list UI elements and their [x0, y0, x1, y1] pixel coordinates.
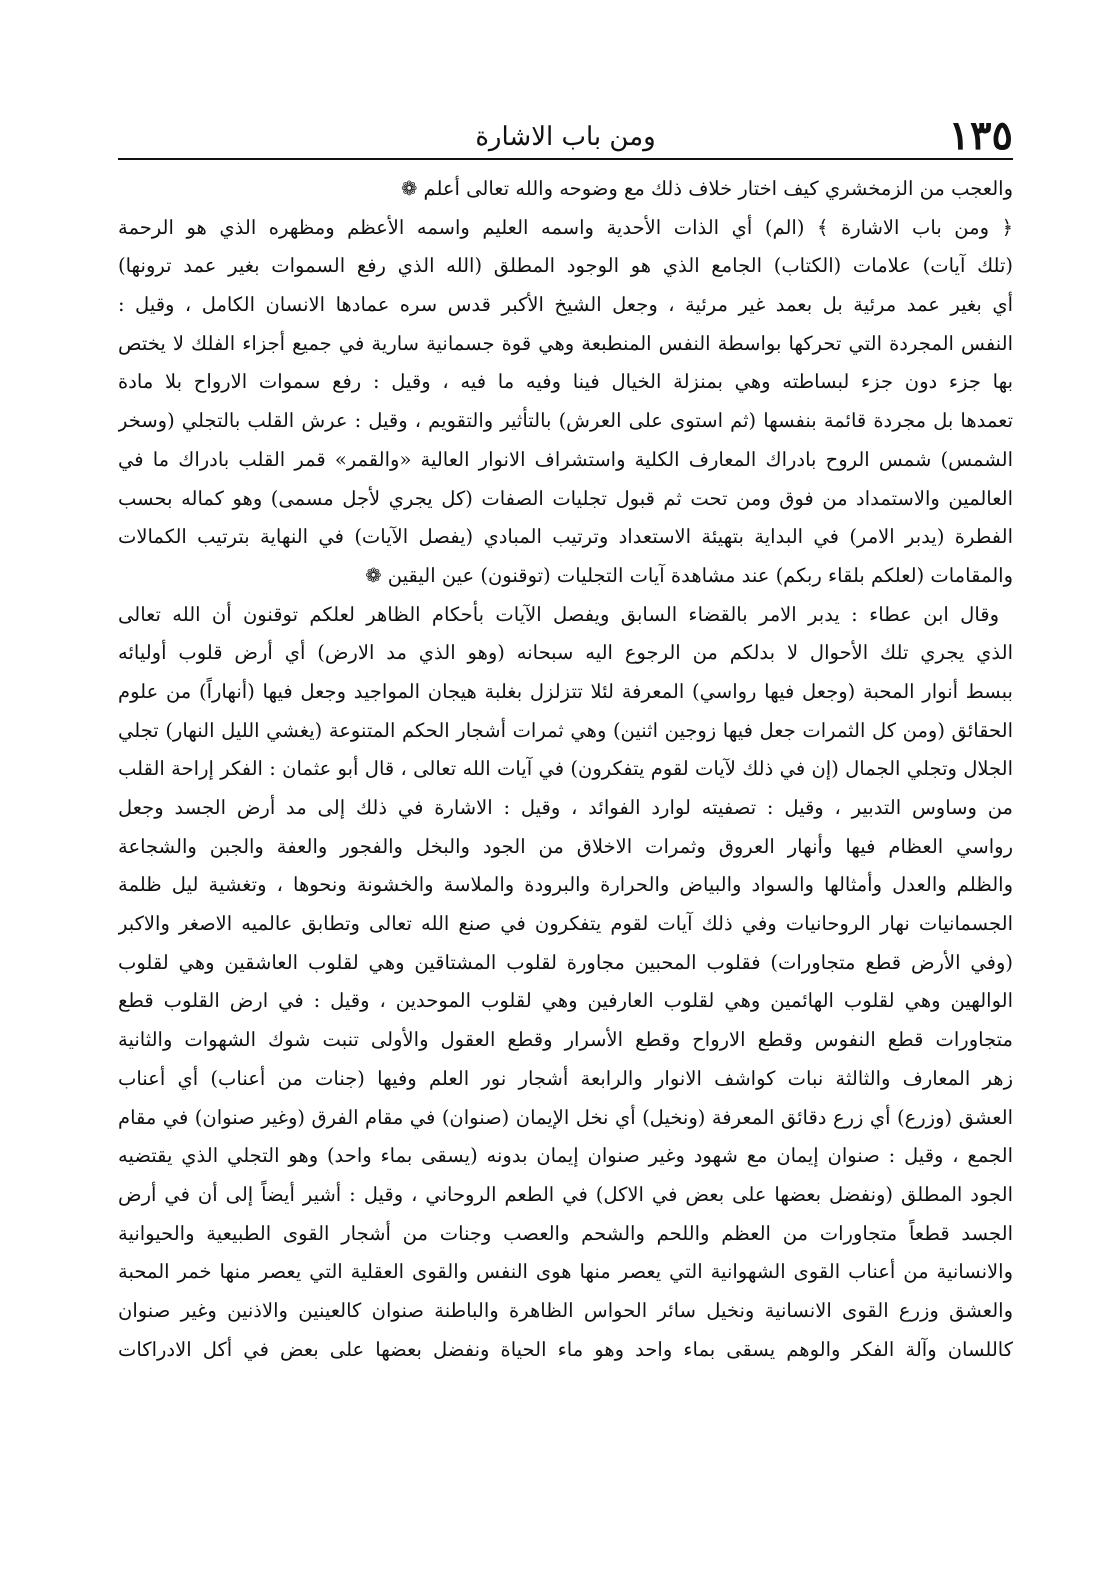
text-line: الجود المطلق (ونفضل بعضها على بعض في الاكل) في الطعم الروحاني ، وقيل : أشير أيضاً إلى أن في أرض	[118, 1182, 1013, 1206]
text-line: الجسمانيات نهار الروحانيات وفي ذلك آيات لقوم يتفكرون في صنع الله تعالى وتطابق عالميه الاصغر والاكبر	[118, 912, 1013, 936]
body-text	[118, 170, 1013, 1369]
page-number: ١٣٥	[948, 112, 1013, 159]
text-line: والعشق وزرع القوى الانسانية ونخيل سائر الحواس الظاهرة والباطنة صنوان كالعينين والاذنين وغير صنوان	[118, 1298, 1013, 1322]
text-line: الذي يجري تلك الأحوال لا بدلكم من الرجوع اليه سبحانه (وهو الذي مد الارض) أي أرض قلوب أوليائه	[118, 641, 1013, 665]
text-line: النفس المجردة التي تحركها بواسطة النفس المنطبعة وهي قوة جسمانية سارية في جميع أجزاء الفلك لا يختص	[118, 331, 1013, 355]
text-line: الجلال وتجلي الجمال (إن في ذلك لآيات لقوم يتفكرون) في آيات الله تعالى ، قال أبو عثمان : الفكر إراحة القلب	[118, 757, 1013, 781]
text-line: زهر المعارف والثالثة نبات كواشف الانوار والرابعة أشجار نور العلم وفيها (جنات من أعناب) أي أعناب	[118, 1066, 1013, 1090]
text-line: كاللسان وآلة الفكر والوهم يسقى بماء واحد وهو ماء الحياة ونفضل بعضها على بعض في أكل الادراكات	[118, 1337, 1013, 1361]
text-line: والمقامات (لعلكم بلقاء ربكم) عند مشاهدة آيات التجليات (توقنون) عين اليقين ❁	[365, 563, 1013, 587]
text-line: الفطرة (يدبر الامر) في البداية بتهيئة الاستعداد وترتيب المبادي (يفصل الآيات) في النهاية بترتيب الكمالات	[118, 525, 1013, 549]
text-line: والظلم والعدل وأمثالها والسواد والبياض والحرارة والبرودة والملاسة والخشونة ونحوها ، وتغشية ليل ظلمة	[118, 873, 1013, 897]
text-line: (تلك آيات) علامات (الكتاب) الجامع الذي هو الوجود المطلق (الله الذي رفع السموات بغير عمد ترونها)	[118, 254, 1013, 278]
text-line: ببسط أنوار المحبة (وجعل فيها رواسي) المعرفة لئلا تتزلزل بغلبة هيجان المواجيد وجعل فيها (أنهاراً) من علوم	[118, 679, 1013, 703]
text-line: العالمين والاستمداد من فوق ومن تحت ثم قبول تجليات الصفات (كل يجري لأجل مسمى) وهو كماله بحسب	[118, 486, 1013, 510]
text-line: متجاورات قطع النفوس وقطع الارواح وقطع الأسرار وقطع العقول والأولى تنبت شوك الشهوات والثانية	[118, 1028, 1013, 1052]
text-line: تعمدها بل مجردة قائمة بنفسها (ثم استوى على العرش) بالتأثير والتقويم ، وقيل : عرش القلب بالتجلي (وسخر	[118, 409, 1013, 433]
text-line: من وساوس التدبير ، وقيل : تصفيته لوارد الفوائد ، وقيل : الاشارة في ذلك إلى مد أرض الجسد وجعل	[118, 796, 1013, 819]
text-line: أي بغير عمد مرئية بل بعمد غير مرئية ، وجعل الشيخ الأكبر قدس سره عمادها الانسان الكامل ، وقيل :	[118, 293, 1013, 317]
text-line: وقال ابن عطاء : يدبر الامر بالقضاء السابق ويفصل الآيات بأحكام الظاهر لعلكم توقنون أن الله تعالى	[118, 602, 999, 626]
text-line: والعجب من الزمخشري كيف اختار خلاف ذلك مع وضوحه والله تعالى أعلم ❁	[400, 177, 1013, 200]
text-line: الحقائق (ومن كل الثمرات جعل فيها زوجين اثنين) وهي ثمرات أشجار الحكم المتنوعة (يغشي الليل النهار) تجلي	[118, 718, 1013, 742]
text-line: ﴿ ومن باب الاشارة ﴾ (الم) أي الذات الأحدية واسمه العليم واسمه الأعظم ومظهره الذي هو الرحمة	[118, 215, 1013, 239]
text-line: والانسانية من أعناب القوى الشهوانية التي يعصر منها هوى النفس والقوى العقلية التي يعصر منها خمر المحبة	[118, 1260, 1013, 1284]
text-line: الشمس) شمس الروح بادراك المعارف الكلية واستشراف الانوار العالية «والقمر» قمر القلب بادراك ما في	[118, 447, 1013, 471]
text-line: الجمع ، وقيل : صنوان إيمان مع شهود وغير صنوان إيمان بدونه (يسقى بماء واحد) وهو التجلي الذي يقتضيه	[118, 1144, 1013, 1168]
text-line: العشق (وزرع) أي زرع دقائق المعرفة (ونخيل) أي نخل الإيمان (صنوان) في مقام الفرق (وغير صنوان) في مقام	[118, 1105, 1013, 1129]
text-line: الجسد قطعاً متجاورات من العظم واللحم والشحم والعصب وجنات من أشجار القوى الطبيعية والحيوانية	[118, 1221, 1013, 1245]
text-line: بها جزء دون جزء لبساطته وهي بمنزلة الخيال فينا وفيه ما فيه ، وقيل : رفع سموات الارواح بلا مادة	[118, 370, 1013, 394]
header-rule	[118, 158, 1013, 160]
text-line: رواسي العظام فيها وأنهار العروق وثمرات الاخلاق من الجود والبخل والفجور والعفة والجبن والشجاعة	[118, 834, 1013, 858]
text-line: الوالهين وهي لقلوب الهائمين وهي لقلوب العارفين وهي لقلوب الموحدين ، وقيل : في ارض القلوب قطع	[118, 989, 1013, 1013]
running-title: ومن باب الاشارة	[475, 122, 656, 152]
text-line: (وفي الأرض قطع متجاورات) فقلوب المحبين مجاورة لقلوب المشتاقين وهي لقلوب العاشقين وهي لقلوب	[118, 950, 1013, 974]
page-header	[118, 112, 1013, 158]
